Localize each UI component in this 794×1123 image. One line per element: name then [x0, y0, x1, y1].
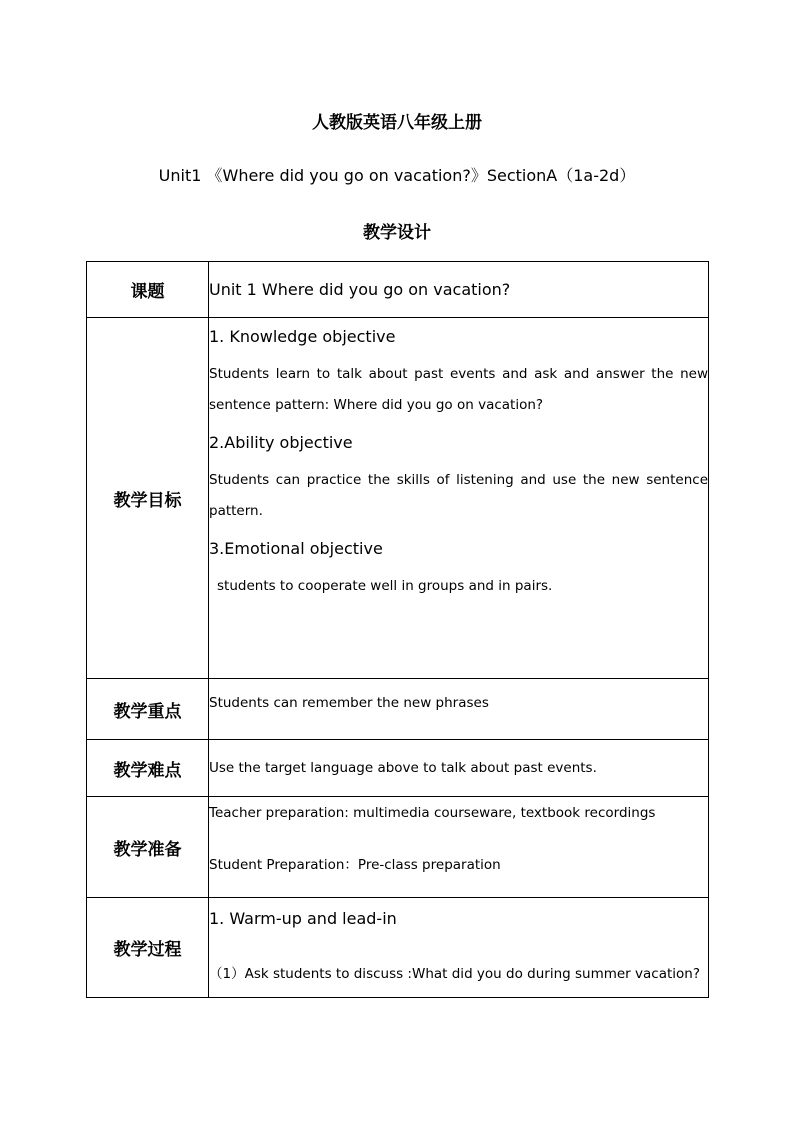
row-label-preparation: 教学准备 — [87, 797, 209, 898]
warm-up-step-1: （1）Ask students to discuss :What did you do during summer vacation? — [209, 966, 701, 982]
row-label-key-points: 教学重点 — [87, 679, 209, 740]
emotional-objective-heading: 3.Emotional objective — [209, 539, 383, 558]
key-points-text: Students can remember the new phrases — [209, 695, 489, 711]
difficulties-cell — [209, 740, 709, 797]
table-row-objectives — [87, 318, 709, 679]
topic-cell — [209, 262, 709, 318]
row-label-objectives: 教学目标 — [87, 318, 209, 679]
row-label-process: 教学过程 — [87, 898, 209, 998]
document-title: 人教版英语八年级上册 — [312, 113, 482, 133]
document-subtitle: Unit1 《Where did you go on vacation?》SectionA（1a-2d） — [158, 166, 636, 185]
objectives-cell — [209, 318, 709, 679]
table-row-key-points — [87, 679, 709, 740]
key-points-cell — [209, 679, 709, 740]
difficulties-text: Use the target language above to talk about past events. — [209, 760, 597, 776]
ability-objective-text: Students can practice the skills of listening and use the new sentence pattern. — [209, 472, 708, 519]
student-preparation-text: Student Preparation：Pre-class preparation — [209, 857, 501, 873]
ability-objective-heading: 2.Ability objective — [209, 433, 353, 452]
table-row-difficulties — [87, 740, 709, 797]
row-label-topic: 课题 — [87, 262, 209, 318]
table-row-topic — [87, 262, 709, 318]
document-heading: 教学设计 — [363, 223, 431, 243]
process-cell — [209, 898, 709, 998]
preparation-cell — [209, 797, 709, 898]
emotional-objective-text: students to cooperate well in groups and in pairs. — [217, 578, 553, 594]
row-label-difficulties: 教学难点 — [87, 740, 209, 797]
lesson-plan-table — [86, 261, 709, 998]
knowledge-objective-text: Students learn to talk about past events and ask and answer the new sentence pattern: Where did you go on vacation? — [209, 366, 708, 413]
topic-text: Unit 1 Where did you go on vacation? — [209, 280, 511, 299]
teacher-preparation-text: Teacher preparation: multimedia courseware, textbook recordings — [209, 805, 656, 821]
warm-up-heading: 1. Warm-up and lead-in — [209, 909, 397, 928]
table-row-process — [87, 898, 709, 998]
table-row-preparation — [87, 797, 709, 898]
knowledge-objective-heading: 1. Knowledge objective — [209, 327, 396, 346]
